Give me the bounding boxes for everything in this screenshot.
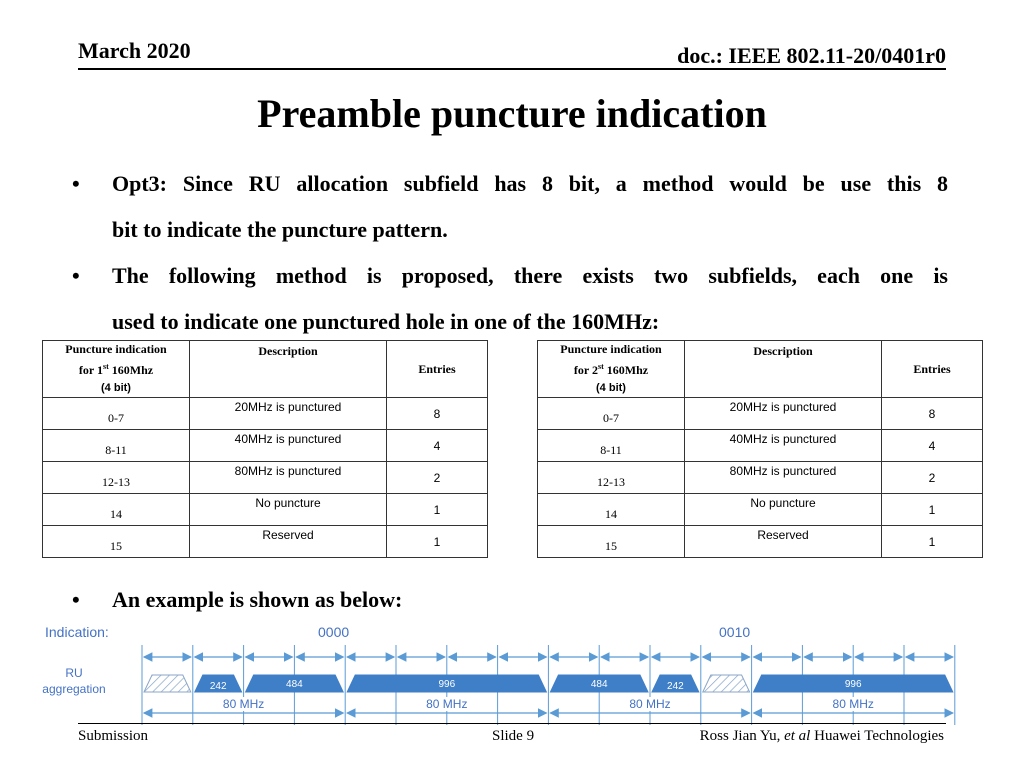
ru-label-line-1: RU: [65, 666, 83, 680]
description-cell: 20MHz is punctured: [190, 398, 387, 430]
footer-submission: Submission: [78, 728, 149, 744]
bandwidth-span-label: 80 MHz: [629, 697, 671, 711]
table-row: [43, 430, 488, 462]
description-cell: 20MHz is punctured: [685, 398, 882, 430]
header-entries: Entries: [882, 341, 983, 398]
entries-cell: 1: [387, 526, 488, 558]
entries-cell: 8: [882, 398, 983, 430]
header-doc-id: doc.: IEEE 802.11-20/0401r0: [677, 43, 946, 68]
description-cell: 40MHz is punctured: [190, 430, 387, 462]
index-cell: 12-13: [538, 462, 685, 494]
description-cell: Reserved: [190, 526, 387, 558]
bullet-2-line-1: The following method is proposed, there exists two subfields, each one is: [112, 263, 948, 288]
footer-author: [700, 728, 944, 745]
header-date: March 2020: [78, 38, 191, 63]
puncture-table-1: [42, 340, 488, 558]
entries-cell: 1: [387, 494, 488, 526]
header-bit-size: (4 bit): [101, 382, 131, 394]
table-row: [43, 462, 488, 494]
header-sup: st: [598, 362, 604, 371]
header-entries: Entries: [387, 341, 488, 398]
description-cell: 40MHz is punctured: [685, 430, 882, 462]
table-row: [538, 494, 983, 526]
indication-value-1: 0000: [318, 624, 350, 640]
header-sup: st: [103, 362, 109, 371]
header-line: 160Mhz: [108, 363, 154, 377]
header-puncture-indication: [43, 341, 190, 398]
ru-block-label: 484: [590, 679, 608, 690]
bullet-marker: •: [72, 263, 80, 288]
slide-title: Preamble puncture indication: [257, 91, 767, 136]
description-cell: 80MHz is punctured: [190, 462, 387, 494]
header-line: Puncture indication: [560, 342, 662, 356]
header-line: for 1: [78, 363, 103, 377]
header-line: 160Mhz: [603, 363, 649, 377]
ru-label-line-2: aggregation: [42, 682, 106, 696]
punctured-ru-block: [703, 675, 750, 692]
index-cell: 14: [538, 494, 685, 526]
bullet-marker: •: [72, 171, 80, 196]
bullet-1-line-2: bit to indicate the puncture pattern.: [112, 217, 448, 242]
table-row: [43, 526, 488, 558]
index-cell: 8-11: [43, 430, 190, 462]
table-row: [538, 462, 983, 494]
description-cell: No puncture: [685, 494, 882, 526]
header-line: for 2: [573, 363, 598, 377]
bullet-2-line-2: used to indicate one punctured hole in one of the 160MHz:: [112, 309, 660, 334]
header-description: Description: [685, 341, 882, 398]
table-header-row: [43, 341, 488, 398]
table-row: [43, 398, 488, 430]
puncture-table-2: [537, 340, 983, 558]
ru-block-label: 996: [438, 679, 456, 690]
indication-value-2: 0010: [719, 624, 751, 640]
index-cell: 14: [43, 494, 190, 526]
entries-cell: 4: [387, 430, 488, 462]
bullet-1-line-1: Opt3: Since RU allocation subfield has 8 bit, a method would be use this 8: [112, 171, 948, 196]
bandwidth-span-label: 80 MHz: [222, 697, 265, 711]
entries-cell: 2: [387, 462, 488, 494]
header-line: Puncture indication: [65, 342, 167, 356]
index-cell: 12-13: [43, 462, 190, 494]
ru-block-label: 242: [667, 681, 684, 692]
entries-cell: 1: [882, 494, 983, 526]
ru-aggregation-diagram: [0, 615, 1024, 725]
ru-block-label: 484: [286, 679, 303, 690]
bullet-3-line-1: An example is shown as below:: [112, 587, 403, 612]
index-cell: 15: [43, 526, 190, 558]
table-row: [538, 398, 983, 430]
footer-divider: [78, 723, 946, 724]
footer-slide-number: Slide 9: [492, 728, 535, 744]
table-row: [43, 494, 488, 526]
description-cell: No puncture: [190, 494, 387, 526]
description-cell: 80MHz is punctured: [685, 462, 882, 494]
bandwidth-span-label: 80 MHz: [426, 697, 468, 711]
table-header-row: [538, 341, 983, 398]
index-cell: 15: [538, 526, 685, 558]
entries-cell: 2: [882, 462, 983, 494]
header-puncture-indication: [538, 341, 685, 398]
index-cell: 0-7: [538, 398, 685, 430]
author-affiliation: Huawei Technologies: [810, 728, 944, 744]
ru-block-label: 242: [209, 681, 227, 692]
author-etal: et al: [784, 728, 811, 744]
table-row: [538, 526, 983, 558]
bandwidth-span-label: 80 MHz: [832, 697, 874, 711]
header-divider: [78, 68, 946, 70]
ru-block-label: 996: [844, 679, 862, 690]
indication-label: Indication:: [45, 624, 109, 640]
entries-cell: 8: [387, 398, 488, 430]
entries-cell: 1: [882, 526, 983, 558]
author-name: Ross Jian Yu,: [699, 728, 785, 744]
table-row: [538, 430, 983, 462]
header-bit-size: (4 bit): [596, 382, 626, 394]
header-description: Description: [190, 341, 387, 398]
index-cell: 8-11: [538, 430, 685, 462]
index-cell: 0-7: [43, 398, 190, 430]
entries-cell: 4: [882, 430, 983, 462]
description-cell: Reserved: [685, 526, 882, 558]
punctured-ru-block: [144, 675, 191, 692]
bullet-marker: •: [72, 587, 80, 612]
